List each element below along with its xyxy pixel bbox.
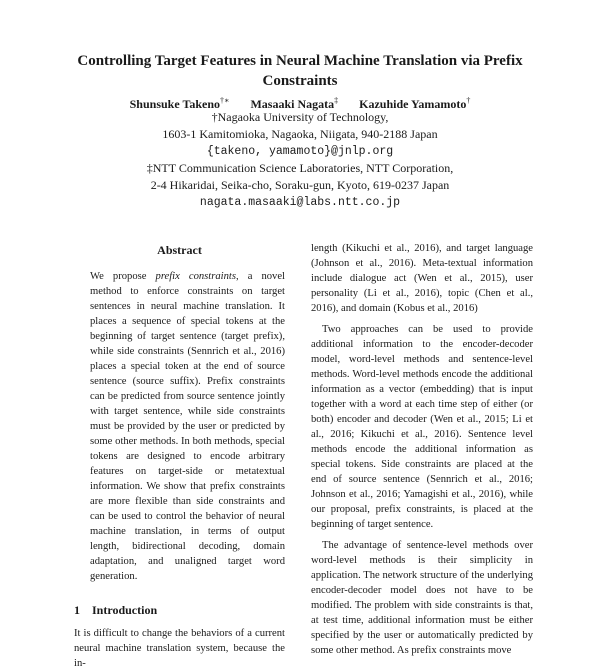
abstract-emphasis: prefix constraints — [155, 271, 236, 282]
affiliation-email: {takeno, yamamoto}@jnlp.org — [206, 145, 394, 158]
right-column — [311, 241, 533, 664]
author-name: Kazuhide Yamamoto — [359, 97, 467, 111]
abstract-lead: We propose — [90, 271, 156, 282]
abstract-body — [74, 269, 285, 584]
section-title: Introduction — [92, 603, 158, 617]
affiliation-nagaoka — [60, 109, 540, 160]
paper-title: Controlling Target Features in Neural Machine Translation via Prefix Constraints — [77, 53, 523, 89]
intro-paragraph: It is difficult to change the behaviors of a current neural machine translation system, because the in- — [74, 628, 285, 669]
affiliation-address: 2-4 Hikaridai, Seika-cho, Soraku-gun, Kyoto, 619-0237 Japan — [150, 178, 450, 192]
author-affiliation-mark: † — [466, 96, 471, 105]
abstract-text: , a novel method to enforce constraints on target sentences in neural machine translation. It places a sequence of special tokens at the beginning of target sentence (target prefix), while side constraints (Sennrich et al., 2016) places a special token at the end of source sentence (source suffix). Prefix constraints can be predicted from source sentence jointly with target sentence, while side constraints must be provided by the user or predicted by some other methods. In both methods, special tokens are designed to encode arbitrary features on target-side or metatextual information. We show that prefix constraints are more flexible than side constraints and can be used to control the behavior of neural machine translation, in terms of output length, bidirectional decoding, domain adaptation, and unaligned target word generation. — [90, 271, 285, 582]
affiliation-email: nagata.masaaki@labs.ntt.co.jp — [199, 196, 401, 209]
abstract-heading: Abstract — [157, 243, 202, 257]
affiliation-ntt — [60, 160, 540, 211]
body-paragraph: Two approaches can be used to provide additional information to the encoder-decoder model, word-level methods and sentence-level methods. Word-level methods encode the additional information as a vector (embedding) that is input together with a word at each time step of either (or both) encoder and decoder (Wen et al., 2015; Li et al., 2016; Kikuchi et al., 2016). Sentence level methods encode the additional information as special tokens. Side constraints are placed at the end of source sentence (Sennrich et al., 2016; Johnson et al., 2016; Yamagishi et al., 2016), while our proposal, prefix constraints, is placed at the beginning of target sentence. — [311, 324, 533, 530]
body-paragraph: length (Kikuchi et al., 2016), and target language (Johnson et al., 2016). Meta-textual information include dialogue act (Wen et al., 2015), user personality (Li et al., 2016), topic (Chen et al., 2016), and domain (Kobus et al., 2016) — [311, 243, 533, 314]
author-name: Masaaki Nagata — [250, 97, 335, 111]
body-paragraph: The advantage of sentence-level methods over word-level methods is their simplicity in application. The network structure of the underlying encoder-decoder model does not have to be modified. The problem with side constraints is that, at test time, additional information must be either specified by the user or automatically predicted by some other method. As prefix constraints move — [311, 540, 533, 656]
affiliation-address: 1603-1 Kamitomioka, Nagaoka, Niigata, 940-2188 Japan — [162, 127, 438, 141]
left-column — [74, 242, 285, 671]
section-number: 1 — [74, 603, 80, 617]
author-affiliation-mark: †∗ — [220, 96, 230, 105]
section-heading-introduction — [74, 602, 285, 618]
author-name: Shunsuke Takeno — [129, 97, 221, 111]
affiliation-name: †Nagaoka University of Technology, — [211, 110, 389, 124]
affiliation-name: ‡NTT Communication Science Laboratories, NTT Corporation, — [146, 161, 454, 175]
author-affiliation-mark: ‡ — [334, 96, 339, 105]
